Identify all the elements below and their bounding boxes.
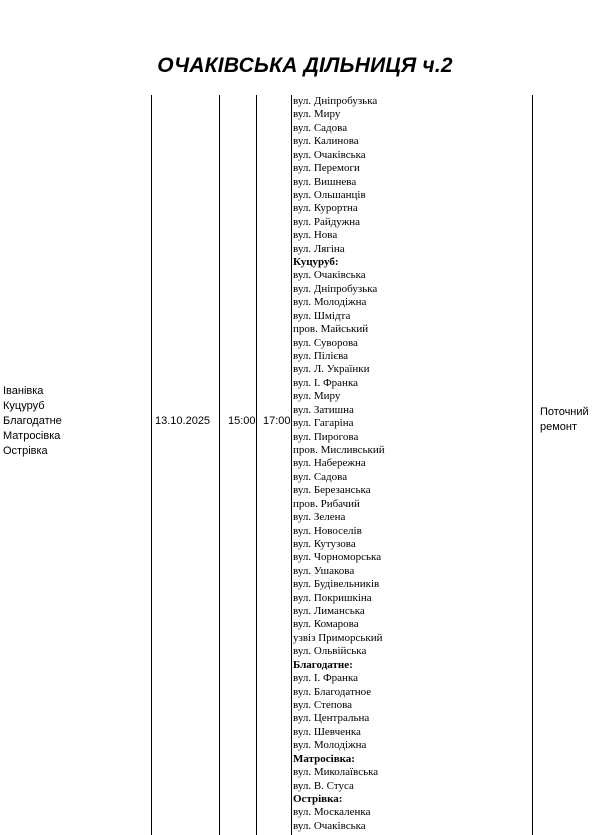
column-divider	[291, 95, 292, 835]
settlement-heading: Острівка:	[293, 792, 343, 805]
column-divider	[532, 95, 533, 835]
street-item: вул. Калинова	[293, 135, 359, 148]
street-item: вул. Пілієва	[293, 350, 349, 363]
street-item: вул. Центральна	[293, 712, 370, 725]
end-time-cell: 17:00	[263, 415, 291, 427]
street-item: вул. Шевченка	[293, 725, 361, 738]
street-item: вул. І. Франка	[293, 376, 359, 389]
street-item: вул. Молодіжна	[293, 739, 367, 752]
settlement-heading: Благодатне:	[293, 658, 353, 671]
settlement-name: Острівка	[3, 445, 48, 457]
street-item: вул. Миру	[293, 390, 341, 403]
street-item: узвіз Приморський	[293, 631, 383, 644]
street-item: вул. Кутузова	[293, 537, 356, 550]
settlement-name: Іванівка	[3, 385, 44, 397]
street-item: вул. Л. Українки	[293, 363, 370, 376]
street-item: вул. Миру	[293, 108, 341, 121]
street-item: вул. Ольвійська	[293, 645, 367, 658]
street-item: пров. Мисливський	[293, 443, 385, 456]
settlements-cell	[3, 384, 62, 459]
street-item: вул. Ольшанців	[293, 188, 366, 201]
settlement-heading: Куцуруб:	[293, 256, 339, 269]
street-item: вул. Москаленка	[293, 806, 371, 819]
page-title: ОЧАКІВСЬКА ДІЛЬНИЦЯ ч.2	[157, 54, 453, 77]
street-item: вул. Очаківська	[293, 148, 366, 161]
street-item: пров. Рибачий	[293, 497, 360, 510]
street-item: вул. Степова	[293, 698, 353, 711]
street-item: вул. Новоселів	[293, 524, 362, 537]
street-item: вул. Благодатное	[293, 685, 372, 698]
street-item: вул. Комарова	[293, 618, 359, 631]
street-item: вул. Дніпробузька	[293, 282, 378, 295]
settlement-name: Матросівка	[3, 430, 61, 442]
reason-line: Поточний	[540, 406, 589, 418]
street-item: вул. Курортна	[293, 202, 358, 215]
street-item: вул. Зелена	[293, 511, 346, 524]
settlement-name: Куцуруб	[3, 400, 45, 412]
street-item: вул. Пирогова	[293, 430, 359, 443]
column-divider	[151, 95, 152, 835]
street-item: вул. І. Франка	[293, 672, 359, 685]
street-item: вул. Чорноморська	[293, 551, 382, 564]
street-item: вул. Набережна	[293, 457, 366, 470]
street-item: вул. Березанська	[293, 484, 371, 497]
street-item: вул. Садова	[293, 470, 348, 483]
settlement-heading: Матросівка:	[293, 752, 355, 765]
street-item: вул. Лягіна	[293, 242, 345, 255]
column-divider	[219, 95, 220, 835]
column-divider	[256, 95, 257, 835]
street-item: вул. Вишнева	[293, 175, 357, 188]
reason-cell	[540, 405, 589, 435]
street-item: вул. Шмідта	[293, 309, 351, 322]
street-item: вул. Перемоги	[293, 162, 360, 175]
date-cell: 13.10.2025	[155, 415, 211, 427]
start-time-cell: 15:00	[228, 415, 256, 427]
street-item: вул. Лиманська	[293, 605, 365, 618]
streets-list	[293, 95, 385, 833]
settlement-name: Благодатне	[3, 415, 62, 427]
street-item: вул. Садова	[293, 121, 348, 134]
street-item: вул. В. Стуса	[293, 779, 354, 792]
street-item: вул. Гагаріна	[293, 417, 354, 430]
street-item: вул. Суворова	[293, 336, 358, 349]
street-item: вул. Ушакова	[293, 564, 355, 577]
street-item: вул. Нова	[293, 229, 338, 242]
street-item: вул. Очаківська	[293, 269, 366, 282]
street-item: пров. Майський	[293, 323, 369, 336]
street-item: вул. Покришкіна	[293, 591, 372, 604]
street-item: вул. Затишна	[293, 403, 354, 416]
reason-line: ремонт	[540, 421, 578, 433]
street-item: вул. Будівельників	[293, 578, 380, 591]
street-item: вул. Молодіжна	[293, 296, 367, 309]
street-item: вул. Миколаївська	[293, 766, 379, 779]
street-item: вул. Райдужна	[293, 215, 361, 228]
street-item: вул. Очаківська	[293, 819, 366, 832]
street-item: вул. Дніпробузька	[293, 95, 378, 107]
